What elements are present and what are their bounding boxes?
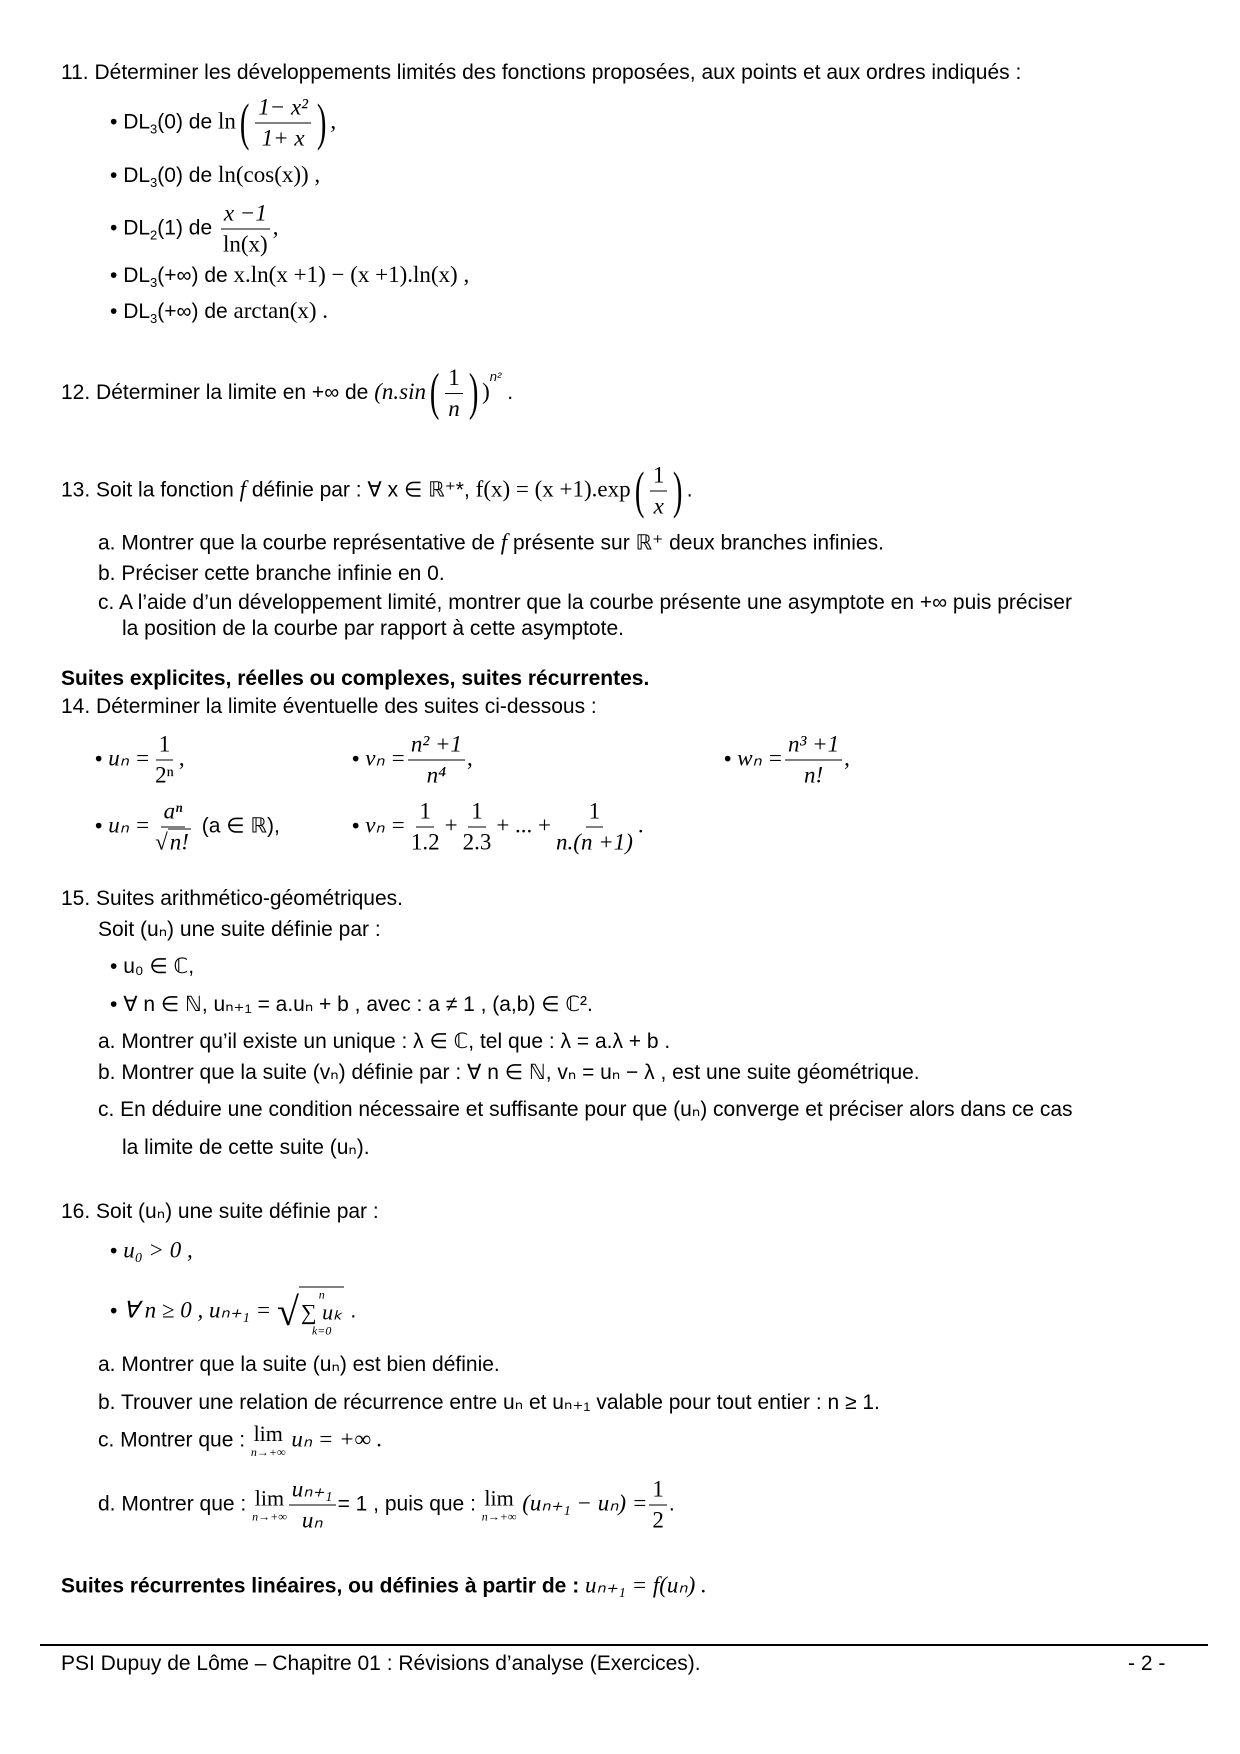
ex15-item-1: • u₀ ∈ ℂ,: [110, 955, 195, 978]
ex12: 12. Déterminer la limite en +∞ de (n.sin( $\frac{1}{n}$ ) )$^{n^2}$ .: [61, 364, 514, 422]
ex14-u2: • uₙ = $\frac{\text{aⁿ}}{√n!}$ (a ∈ ℝ),: [95, 798, 280, 855]
ex14-title: 14. Déterminer la limite éventuelle des suites ci-dessous :: [61, 695, 597, 718]
ex16-title: 16. Soit (uₙ) une suite définie par :: [61, 1200, 379, 1223]
ex16-d: d. Montrer que : lim n→+∞ $\frac{\text{uₙ₊₁}}{\text{uₙ}}$ = 1 , puis que : lim n→+∞ (uₙ₊₁ − uₙ) = $\frac{1}{2}$ .: [98, 1476, 675, 1533]
ex13-b: b. Préciser cette branche infinie en 0.: [98, 562, 445, 585]
ex14-v2: • vₙ = $\frac{1}{1.2}$ + $\frac{1}{2.3}$ + ... + $\frac{1}{n.(n +1)}$ .: [352, 798, 644, 855]
ex11-item-2: • $DL_3(0)$ de ln(cos(x)) ,: [110, 161, 321, 191]
footer-title: PSI Dupuy de Lôme – Chapitre 01 : Révisions d’analyse (Exercices).: [61, 1652, 701, 1675]
ex16-b: b. Trouver une relation de récurrence entre uₙ et uₙ₊₁ valable pour tout entier : n ≥ 1.: [98, 1391, 880, 1414]
ex13: 13. Soit la fonction f définie par : ∀ x ∈ ℝ⁺*, f(x) = (x +1).exp( $\frac{1}{x}$ ) .: [61, 462, 693, 519]
ex15-soit: Soit (uₙ) une suite définie par :: [98, 918, 381, 941]
section-heading-recurrentes: Suites récurrentes linéaires, ou définies à partir de : uₙ₊₁ = f(uₙ) .: [61, 1572, 707, 1598]
page-number: - 2 -: [1128, 1652, 1166, 1675]
ex15-b: b. Montrer que la suite (vₙ) définie par : ∀ n ∈ ℕ, vₙ = uₙ − λ , est une suite géométrique.: [98, 1061, 920, 1084]
ex14-w1: • wₙ = $\frac{\text{n³ +1}}{n!}$ ,: [724, 731, 850, 788]
ex15-item-2: • ∀ n ∈ ℕ, uₙ₊₁ = a.uₙ + b , avec : a ≠ 1 , (a,b) ∈ ℂ².: [110, 993, 593, 1016]
ex11-item-3: • $DL_2(1)$ de $\frac{x -1}{\ln(x)}$ ,: [110, 200, 279, 257]
ex13-a: a. Montrer que la courbe représentative de f présente sur ℝ⁺ deux branches infinies.: [98, 529, 884, 555]
ex16-item-1: • u₀ > 0 ,: [110, 1237, 193, 1263]
ex16-a: a. Montrer que la suite (uₙ) est bien définie.: [98, 1353, 500, 1376]
ex11-item-5: • $DL_3(+\infty)$ de arctan(x) .: [110, 297, 329, 327]
section-heading-suites: Suites explicites, réelles ou complexes, suites récurrentes.: [61, 667, 650, 690]
ex11-title: 11. Déterminer les développements limités des fonctions proposées, aux points et aux ordres indiqués :: [61, 61, 1022, 84]
ex15-a: a. Montrer qu’il existe un unique : λ ∈ ℂ, tel que : λ = a.λ + b .: [98, 1030, 671, 1053]
footer-divider: [40, 1644, 1208, 1646]
ex14-v1: • vₙ = $\frac{\text{n² +1}}{\text{n⁴}}$ ,: [352, 731, 473, 788]
ex13-c: c. A l’aide d’un développement limité, montrer que la courbe présente une asymptote en +∞ puis préciser: [98, 591, 1072, 614]
ex13-c-cont: la position de la courbe par rapport à cette asymptote.: [122, 617, 624, 640]
ex11-item-1: • $DL_3(0)$ de ln( $\frac{\text{1− x²}}{1+ x}$ ) ,: [110, 94, 337, 151]
ex14-u1: • uₙ = $\frac{1}{\text{2ⁿ}}$ ,: [95, 731, 185, 788]
ex15-c: c. En déduire une condition nécessaire et suffisante pour que (uₙ) converge et préciser alors dans ce cas: [98, 1098, 1073, 1121]
ex15-title: 15. Suites arithmético-géométriques.: [61, 887, 403, 910]
ex16-c: c. Montrer que : lim n→+∞ uₙ = +∞ .: [98, 1421, 383, 1459]
ex15-c-cont: la limite de cette suite (uₙ).: [122, 1136, 370, 1159]
ex11-item-4: • $DL_3(+\infty)$ de x.ln(x +1) − (x +1).ln(x) ,: [110, 261, 470, 291]
ex16-item-2: • ∀ n ≥ 0 , uₙ₊₁ = √ n ∑ uₖ k=0 .: [110, 1287, 357, 1338]
